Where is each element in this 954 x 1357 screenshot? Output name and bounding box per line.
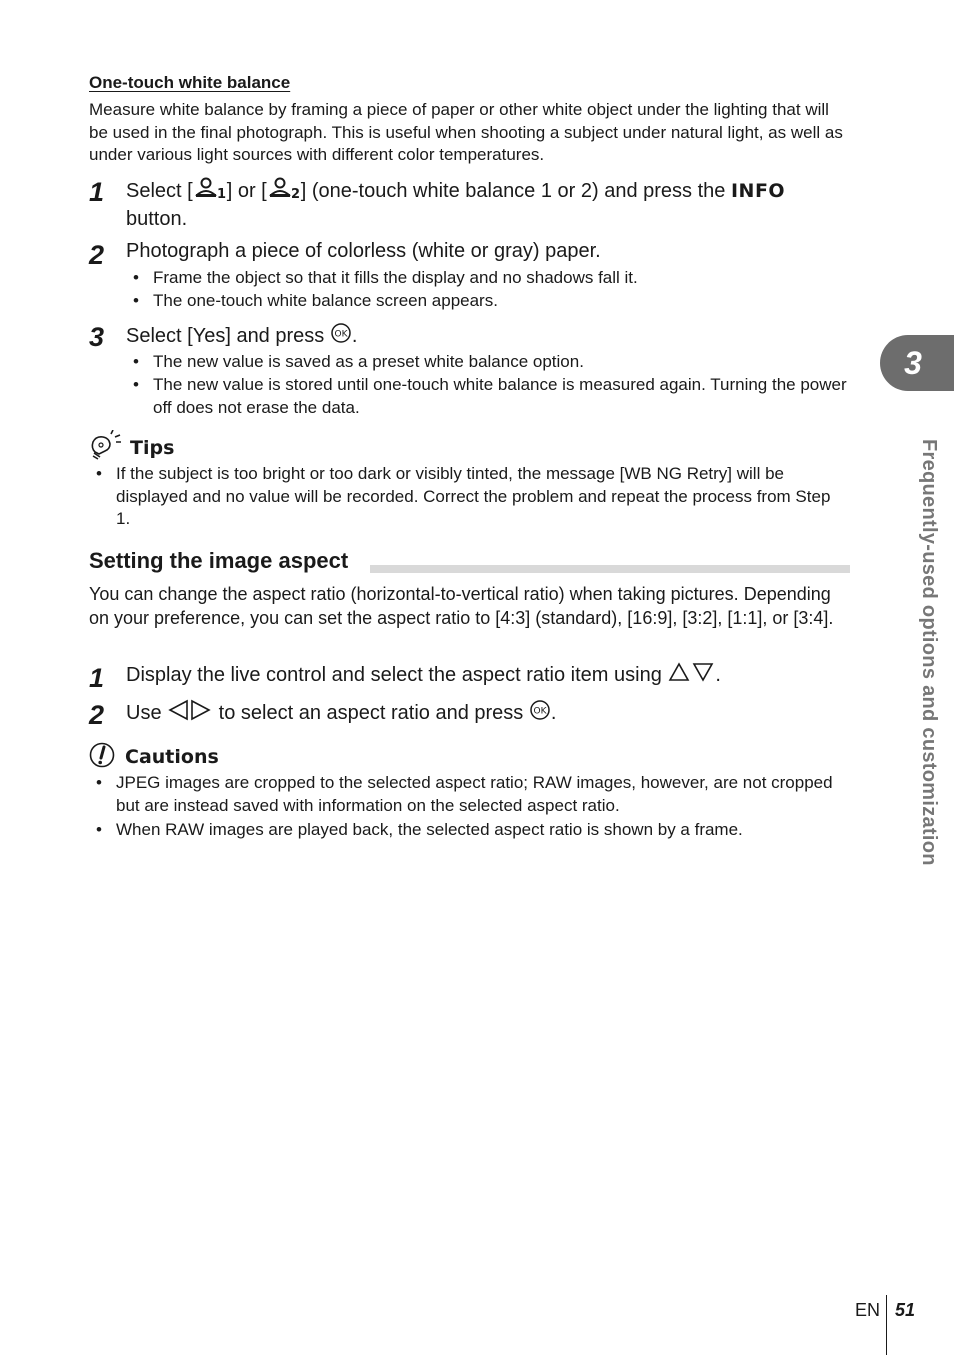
bullet-dot: •: [133, 268, 139, 287]
step-text-part: ] or [: [226, 179, 267, 202]
step-text-part: Use: [126, 701, 168, 724]
list-item: [133, 267, 849, 290]
bullet-dot: •: [96, 773, 102, 792]
tips-lightbulb-icon: [89, 430, 123, 465]
ok-button-icon: [529, 699, 551, 728]
footer-divider: [886, 1295, 887, 1355]
list-item-text: When RAW images are played back, the selected aspect ratio is shown by a frame.: [116, 820, 743, 839]
step-text-part: button.: [126, 208, 188, 230]
ok-button-icon: [330, 322, 352, 351]
step-text: Photograph a piece of colorless (white or gray) paper.: [126, 240, 601, 262]
cautions-heading: Cautions: [125, 746, 219, 768]
list-item-text: The new value is stored until one-touch white balance is measured again. Turning the power off does not erase the data.: [153, 375, 847, 417]
aspect-intro: You can change the aspect ratio (horizontal-to-vertical ratio) when taking pictures. Depending on your preference, you can set the aspect ratio to [4:3] (standard), [16:9], [3:2], [1:1], or [3:4].: [89, 584, 834, 628]
step-text-part: Display the live control and select the aspect ratio item using: [126, 663, 668, 686]
svg-text:OK: OK: [533, 706, 547, 717]
onetouch-intro: Measure white balance by framing a piece of paper or other white object under the lighting that will be used in the final photograph. This is useful when shooting a subject under natural light, as well as under various light sources with different color temperatures.: [89, 100, 843, 164]
list-item: [96, 463, 849, 531]
step-text-part: Select [Yes] and press: [126, 324, 330, 347]
list-item: [96, 772, 849, 817]
step-text-part: .: [351, 324, 358, 347]
bullet-dot: •: [133, 291, 139, 310]
tips-heading: Tips: [130, 437, 175, 459]
arrow-left-right-icon: [167, 699, 213, 728]
section-rule: [370, 565, 850, 573]
bullet-dot: •: [133, 375, 139, 394]
chapter-number: 3: [904, 344, 922, 381]
step-number: 2: [89, 700, 105, 730]
footer-language: EN: [855, 1300, 881, 1320]
page-number: 51: [895, 1300, 916, 1320]
step-number: 1: [89, 663, 105, 693]
step-text-part: Select [: [126, 179, 193, 202]
list-item: [133, 351, 849, 374]
step-text-part: .: [715, 663, 721, 686]
list-item-text: If the subject is too bright or too dark or visibly tinted, the message [WB NG Retry] will be displayed and no value will be recorded. Correct the problem and repeat the process from Step 1.: [116, 464, 831, 528]
list-item-text: Frame the object so that it fills the display and no shadows fall it.: [153, 268, 638, 287]
step-text-part: .: [550, 701, 557, 724]
step-text: [126, 699, 846, 728]
step-text: [126, 322, 846, 351]
list-item-text: JPEG images are cropped to the selected aspect ratio; RAW images, however, are not cropped but are instead saved with information on the selected aspect ratio.: [116, 773, 833, 815]
list-item: [133, 374, 849, 419]
list-item: [133, 290, 849, 313]
arrow-up-down-icon: [667, 662, 715, 689]
section-title: Setting the image aspect: [89, 548, 352, 574]
chapter-title: Frequently-used options and customization: [918, 439, 940, 866]
list-item-text: The new value is saved as a preset white balance option.: [153, 352, 584, 371]
step-number: 1: [89, 177, 105, 207]
step-text: [126, 662, 846, 689]
svg-text:OK: OK: [334, 329, 348, 340]
svg-text:1: 1: [216, 187, 226, 200]
step-number: 3: [89, 322, 105, 352]
step-text-part: ] (one-touch white balance 1 or 2) and press the: [300, 179, 731, 202]
bullet-dot: •: [133, 352, 139, 371]
step-number: 2: [89, 240, 105, 270]
bullet-dot: •: [96, 464, 102, 483]
list-item-text: The one-touch white balance screen appears.: [153, 291, 498, 310]
onetouch-wb1-icon: [193, 176, 227, 207]
caution-exclamation-icon: [89, 742, 117, 775]
list-item: [96, 819, 849, 842]
step-text-part: to select an aspect ratio and press: [213, 701, 529, 724]
info-button-label: INFO: [730, 179, 786, 202]
svg-text:2: 2: [290, 187, 300, 200]
subsection-heading: One-touch white balance: [89, 73, 291, 92]
step-text: [126, 176, 846, 232]
onetouch-wb2-icon: [267, 176, 301, 207]
bullet-dot: •: [96, 820, 102, 839]
